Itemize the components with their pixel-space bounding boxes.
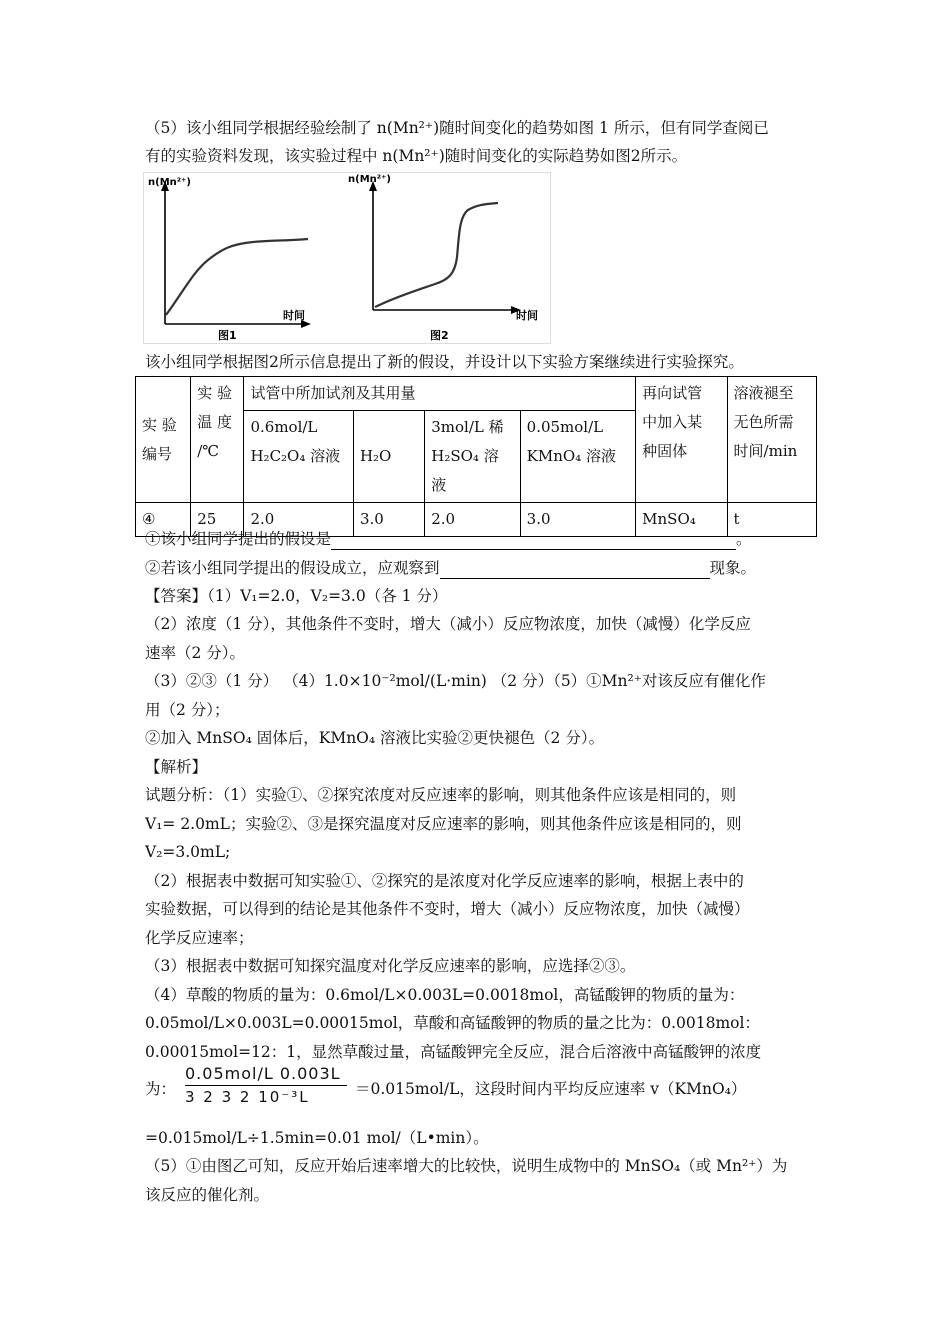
fraction-bar <box>185 1085 347 1086</box>
analysis-line-10: 0.00015mol=12：1，显然草酸过量，高锰酸钾完全反应，混合后溶液中高锰酸钾的浓度 <box>145 1043 762 1061</box>
answer-blank-2[interactable] <box>440 560 710 579</box>
cell-solid: MnSO₄ <box>636 503 727 537</box>
analysis-line-1: 试题分析：（1）实验①、②探究浓度对反应速率的影响，则其他条件应该是相同的，则 <box>145 786 737 804</box>
analysis-tail-2: （5）①由图乙可知，反应开始后速率增大的比较快，说明生成物中的 MnSO₄（或 Mn²⁺）为 <box>145 1157 788 1175</box>
answer-line-2: （2）浓度（1 分），其他条件不变时，增大（减小）反应物浓度，加快（减慢）化学反应 <box>145 615 751 633</box>
cell-no: ④ <box>136 503 191 537</box>
header-kmno4: 0.05mol/L KMnO₄ 溶液 <box>520 411 636 503</box>
cell-r2: 3.0 <box>353 503 424 537</box>
analysis-tail-1: =0.015mol/L÷1.5min=0.01 mol/（L•min）。 <box>145 1129 489 1147</box>
answer-blank-1[interactable] <box>331 531 736 550</box>
fig2-ylabel: n(Mn²⁺) <box>348 174 391 185</box>
analysis-line-7: （3）根据表中数据可知探究温度对化学反应速率的影响，应选择②③。 <box>145 957 636 975</box>
fig2-xlabel: 时间 <box>516 309 538 322</box>
analysis-line-8: （4）草酸的物质的量为：0.6mol/L×0.003L=0.0018mol，高锰酸钾的物质的量为： <box>145 986 745 1004</box>
header-oxalic: 0.6mol/L H₂C₂O₄ 溶液 <box>244 411 353 503</box>
answer-line-6: ②加入 MnSO₄ 固体后，KMnO₄ 溶液比实验②更快褪色（2 分）。 <box>145 729 605 747</box>
analysis-line-6: 化学反应速率； <box>145 929 254 947</box>
hypothesis-intro: 该小组同学根据图2所示信息提出了新的假设，并设计以下实验方案继续进行实验探究。 <box>145 353 744 371</box>
para5-line2: 有的实验资料发现，该实验过程中 n(Mn²⁺)随时间变化的实际趋势如图2所示。 <box>145 147 688 165</box>
cell-temp: 25 <box>191 503 244 537</box>
analysis-line-3: V₂=3.0mL; <box>145 843 231 861</box>
answer-line-4: （3）②③（1 分） （4）1.0×10⁻²mol/(L·min) （2 分）（5）①Mn²⁺对该反应有催化作 <box>145 672 766 690</box>
para5-line1: （5）该小组同学根据经验绘制了 n(Mn²⁺)随时间变化的趋势如图 1 所示，但有同学查阅已 <box>145 119 769 137</box>
analysis-line-9: 0.05mol/L×0.003L=0.00015mol，草酸和高锰酸钾的物质的量之比为：0.0018mol： <box>145 1014 760 1032</box>
question-2: ②若该小组同学提出的假设成立，应观察到 现象。 <box>145 559 757 577</box>
analysis-line-2: V₁= 2.0mL；实验②、③是探究温度对反应速率的影响，则其他条件应该是相同的，则 <box>145 815 742 833</box>
header-sulfuric: 3mol/L 稀 H₂SO₄ 溶液 <box>425 411 520 503</box>
fig1-ylabel: n(Mn²⁺) <box>148 177 191 188</box>
header-time: 溶液褪至 无色所需 时间/min <box>727 377 816 503</box>
formula-suffix: ＝0.015mol/L，这段时间内平均反应速率 v（KMnO₄） <box>355 1080 747 1098</box>
experiment-table <box>135 376 817 537</box>
formula-prefix: 为： <box>145 1080 177 1098</box>
fig1-xlabel: 时间 <box>283 309 305 322</box>
header-solid: 再向试管 中加入某 种固体 <box>636 377 727 503</box>
answer-line-1: 【答案】（1）V₁=2.0，V₂=3.0（各 1 分） <box>145 587 448 605</box>
fig2-caption: 图2 <box>430 329 449 342</box>
header-water: H₂O <box>353 411 424 503</box>
cell-r1: 2.0 <box>244 503 353 537</box>
analysis-tail-3: 该反应的催化剂。 <box>145 1186 270 1204</box>
fraction-numerator: 0.05mol/L 0.003L <box>185 1064 341 1083</box>
cell-time: t <box>727 503 816 537</box>
analysis-line-4: （2）根据表中数据可知实验①、②探究的是浓度对化学反应速率的影响，根据上表中的 <box>145 872 744 890</box>
header-temp: 实 验 温 度 /℃ <box>191 377 244 503</box>
cell-r4: 3.0 <box>520 503 636 537</box>
question-1: ①该小组同学提出的假设是 。 <box>145 530 752 548</box>
fig1-caption: 图1 <box>218 329 237 342</box>
fraction-denominator: 3 2 3 2 10⁻³L <box>185 1088 310 1106</box>
fraction <box>185 1064 347 1106</box>
trend-figures <box>143 172 551 344</box>
cell-r3: 2.0 <box>425 503 520 537</box>
answer-line-5: 用（2 分）； <box>145 701 230 719</box>
answer-line-3: 速率（2 分）。 <box>145 644 246 662</box>
analysis-line-5: 实验数据，可以得到的结论是其他条件不变时，增大（减小）反应物浓度，加快（减慢） <box>145 900 750 918</box>
analysis-title: 【解析】 <box>145 758 208 776</box>
header-exp-no: 实 验 编号 <box>136 377 191 503</box>
header-reagents: 试管中所加试剂及其用量 <box>244 377 636 411</box>
